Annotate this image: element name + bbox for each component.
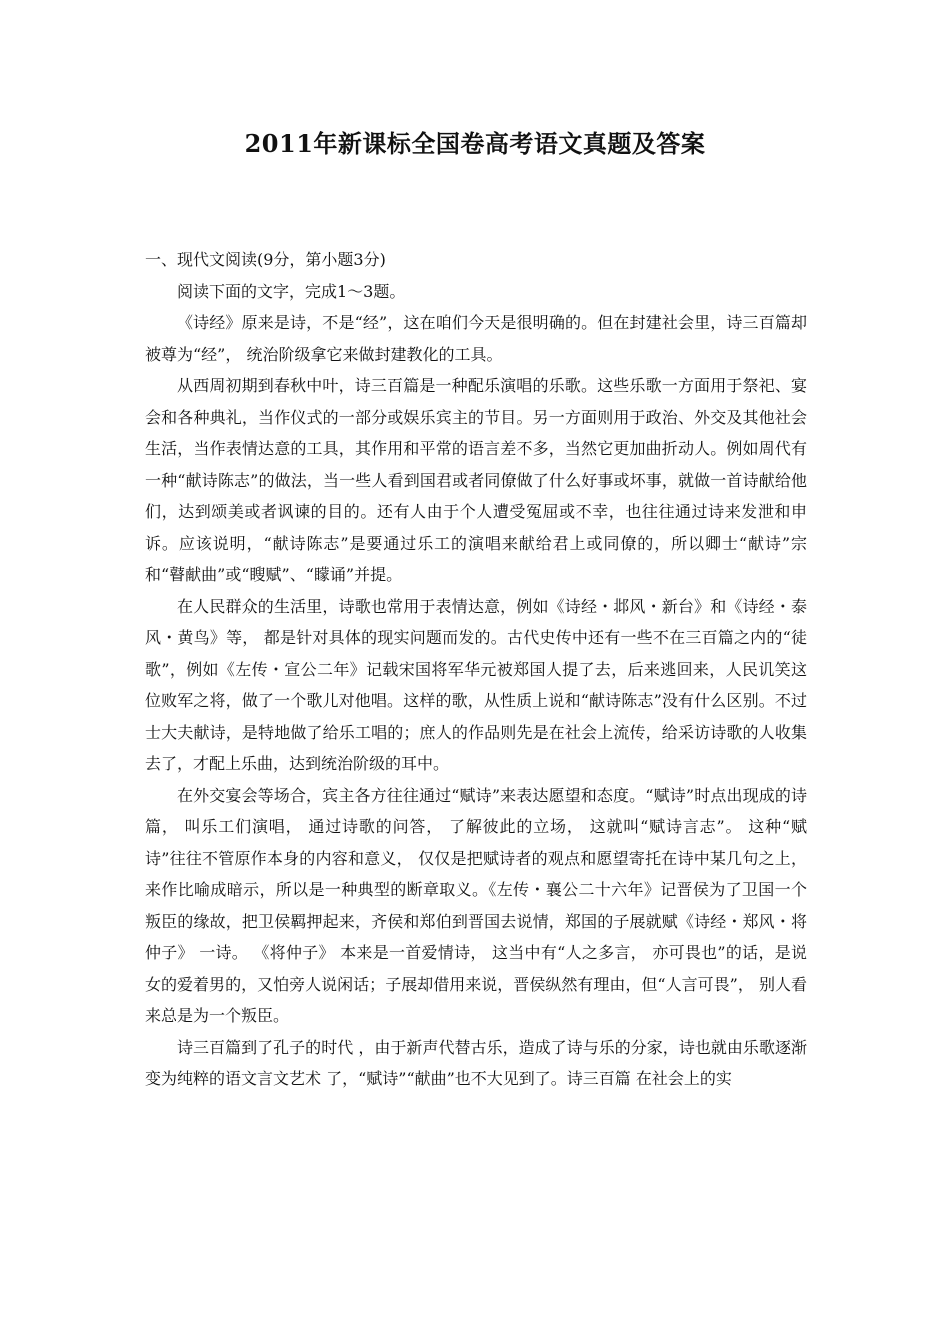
reading-instruction: 阅读下面的文字，完成1～3题。 [177, 281, 406, 301]
paragraph-2: 从西周初期到春秋中叶，诗三百篇是一种配乐演唱的乐歌。这些乐歌一方面用于祭祀、宴会和各种典礼，当作仪式的一部分或娱乐宾主的节目。另一方面则用于政治、外交及其他社会生活，当作表情达意的工具，其作用和平常的语言差不多，当然它更加曲折动人。例如周代有一种“献诗陈志”的做法，当一些人看到国君或者同僚做了什么好事或坏事，就做一首诗献给他们，达到颂美或者讽谏的目的。还有人由于个人遭受冤屈或不幸，也往往通过诗来发泄和申诉。应该说明，“献诗陈志”是要通过乐工的演唱来献给君上或同僚的，所以卿士“献诗”宗和“瞽献曲”或“瞍赋”、“矇诵”并提。 [145, 376, 807, 584]
document-body [145, 244, 807, 1095]
paragraph-4: 在外交宴会等场合，宾主各方往往通过“赋诗”来表达愿望和态度。“赋诗”时点出现成的诗篇， 叫乐工们演唱， 通过诗歌的问答， 了解彼此的立场， 这就叫“赋诗言志”。 这种“赋诗”往往不管原作本身的内容和意义， 仅仅是把赋诗者的观点和愿望寄托在诗中某几句之上，来作比喻成暗示，所以是一种典型的断章取义。《左传・襄公二十六年》记晋侯为了卫国一个叛臣的缘故，把卫侯羁押起来，齐侯和郑伯到晋国去说情，郑国的子展就赋《诗经・郑风・将仲子》 一诗。 《将仲子》 本来是一首爱情诗， 这当中有“人之多言， 亦可畏也”的话，是说女的爱着男的，又怕旁人说闲话；子展却借用来说，晋侯纵然有理由，但“人言可畏”， 别人看来总是为一个叛臣。 [145, 785, 807, 1025]
paragraph-3: 在人民群众的生活里，诗歌也常用于表情达意，例如《诗经・邶风・新台》和《诗经・泰风・黄鸟》等， 都是针对具体的现实问题而发的。古代史传中还有一些不在三百篇之内的“徒歌”，例如《左传・宣公二年》记载宋国将军华元被郑国人提了去，后来逃回来，人民讥笑这位败军之将，做了一个歌儿对他唱。这样的歌，从性质上说和“献诗陈志”没有什么区别。不过士大夫献诗，是特地做了给乐工唱的；庶人的作品则先是在社会上流传，给采访诗歌的人收集去了，才配上乐曲，达到统治阶级的耳中。 [145, 596, 807, 773]
paragraph-5: 诗三百篇到了孔子的时代 ，由于新声代替古乐，造成了诗与乐的分家，诗也就由乐歌逐渐变为纯粹的语文言文艺术 了，“赋诗”“献曲”也不大见到了。诗三百篇 在社会上的实 [145, 1037, 807, 1088]
document-title: 2011年新课标全国卷高考语文真题及答案 [244, 129, 706, 158]
section-heading: 一、现代文阅读(9分，第小题3分) [145, 250, 386, 269]
paragraph-1: 《诗经》原来是诗，不是“经”，这在咱们今天是很明确的。但在封建社会里，诗三百篇却被尊为“经”， 统治阶级拿它来做封建教化的工具。 [145, 313, 807, 364]
